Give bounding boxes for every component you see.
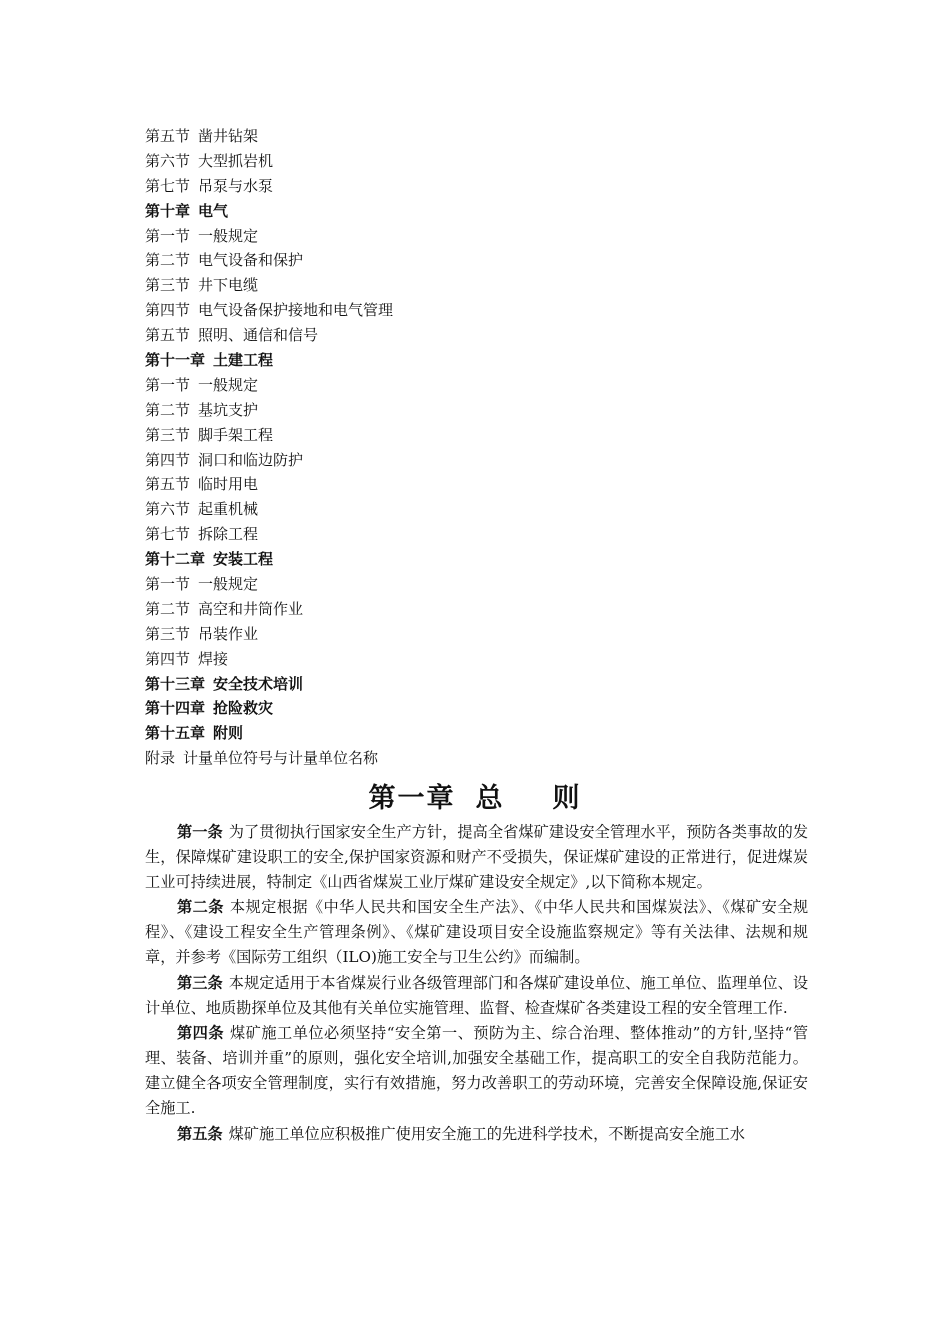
toc-number: 第十二章 [145,550,206,569]
chapter-title [145,776,805,815]
article-paragraph [145,820,808,894]
toc-number: 第四节 [145,301,191,320]
toc-title: 一般规定 [198,575,259,594]
toc-title: 抢险救灾 [213,699,274,718]
article-label: 第四条 [177,1024,225,1043]
toc-number: 第七节 [145,176,191,195]
toc-title: 土建工程 [213,351,274,370]
article-paragraph [145,895,808,969]
article-text: 本规定根据《中华人民共和国安全生产法》、《中华人民共和国煤炭法》、《煤矿安全规程》、《建设工程安全生产管理条例》、《煤矿建设项目安全设施监察规定》等有关法律、法规和规章，并参考《国际劳工组织（ILO)施工安全与卫生公约》而编制。 [145,898,809,966]
article-label: 第二条 [177,898,224,917]
toc-chapter-line [145,672,805,697]
toc-title: 高空和井筒作业 [198,599,304,618]
toc-title: 一般规定 [198,375,259,394]
toc-title: 井下电缆 [198,276,259,295]
toc-section-line [145,273,805,298]
toc-title: 大型抓岩机 [198,151,274,170]
toc-number: 第二节 [145,251,191,270]
toc-title: 洞口和临边防护 [198,450,304,469]
toc-section-line [145,647,805,672]
toc-title: 电气设备和保护 [198,251,304,270]
article-label: 第三条 [177,973,223,992]
toc-title: 拆除工程 [198,525,259,544]
toc-number: 第三节 [145,425,191,444]
toc-title: 起重机械 [198,500,259,519]
article-paragraph [145,971,808,1021]
toc-number: 第二节 [145,400,191,419]
toc-section-line [145,497,805,522]
toc-title: 安装工程 [213,550,274,569]
toc-chapter-line [145,547,805,572]
toc-chapter-line [145,348,805,373]
toc-title: 脚手架工程 [198,425,274,444]
article-text: 煤矿施工单位必须坚持“安全第一、预防为主、综合治理、整体推动”的方针,坚持“管理、装备、培训并重”的原则，强化安全培训,加强安全基础工作，提高职工的安全自我防范能力。建立健全各项安全管理制度，实行有效措施，努力改善职工的劳动环境，完善安全保障设施,保证安全施工. [145,1024,809,1117]
toc-section-line [145,323,805,348]
article-paragraph [145,1122,808,1147]
toc-title: 一般规定 [198,226,259,245]
toc-section-line [145,248,805,273]
toc-number: 第一节 [145,375,191,394]
chapter-title-word-2: 则 [552,783,582,814]
toc-title: 计量单位符号与计量单位名称 [183,749,379,768]
toc-title: 照明、通信和信号 [198,326,319,345]
toc-number: 第四节 [145,450,191,469]
toc-number: 第十三章 [145,674,206,693]
table-of-contents [145,124,805,771]
toc-section-line [145,622,805,647]
toc-section-line [145,423,805,448]
toc-section-line [145,149,805,174]
article-label: 第五条 [177,1124,223,1143]
toc-section-line [145,373,805,398]
toc-title: 电气 [198,201,229,220]
toc-number: 第三节 [145,624,191,643]
toc-title: 临时用电 [198,475,259,494]
toc-section-line [145,522,805,547]
articles-body [145,820,808,1147]
toc-title: 凿井钻架 [198,127,259,145]
toc-section-line [145,174,805,199]
toc-number: 第十五章 [145,724,206,743]
article-paragraph [145,1021,808,1120]
toc-chapter-line [145,696,805,721]
toc-title: 焊接 [198,649,229,668]
toc-section-line [145,298,805,323]
toc-number: 第三节 [145,276,191,295]
toc-number: 第五节 [145,475,191,494]
toc-number: 附录 [145,749,176,768]
toc-number: 第十章 [145,201,191,220]
toc-section-line [145,398,805,423]
toc-number: 第一节 [145,226,191,245]
toc-chapter-line [145,721,805,746]
chapter-title-number: 第一章 [368,783,456,814]
toc-number: 第六节 [145,500,191,519]
article-text: 本规定适用于本省煤炭行业各级管理部门和各煤矿建设单位、施工单位、监理单位、设计单位、地质勘探单位及其他有关单位实施管理、监督、检查煤矿各类建设工程的安全管理工作. [145,973,809,1017]
toc-title: 附则 [213,724,244,743]
toc-title: 吊装作业 [198,624,259,643]
article-text: 为了贯彻执行国家安全生产方针，提高全省煤矿建设安全管理水平，预防各类事故的发生，保障煤矿建设职工的安全,保护国家资源和财产不受损失，保证煤矿建设的正常进行，促进煤炭工业可持续进展，特制定《山西省煤炭工业厅煤矿建设安全规定》,以下简称本规定。 [145,823,809,891]
toc-section-line [145,224,805,249]
toc-section-line [145,572,805,597]
toc-number: 第五节 [145,127,191,145]
toc-number: 第十一章 [145,351,206,370]
toc-section-line [145,472,805,497]
toc-title: 吊泵与水泵 [198,176,274,195]
toc-number: 第四节 [145,649,191,668]
toc-title: 基坑支护 [198,400,259,419]
toc-section-line [145,746,805,771]
toc-section-line [145,448,805,473]
article-label: 第一条 [177,823,223,841]
toc-number: 第六节 [145,151,191,170]
toc-number: 第一节 [145,575,191,594]
toc-number: 第十四章 [145,699,206,718]
toc-section-line [145,124,805,149]
chapter-title-word-1: 总 [475,783,505,814]
toc-number: 第二节 [145,599,191,618]
toc-title: 安全技术培训 [213,674,304,693]
toc-title: 电气设备保护接地和电气管理 [198,301,394,320]
toc-number: 第五节 [145,326,191,345]
toc-number: 第七节 [145,525,191,544]
article-text: 煤矿施工单位应积极推广使用安全施工的先进科学技术，不断提高安全施工水 [228,1124,745,1143]
toc-section-line [145,597,805,622]
toc-chapter-line [145,199,805,224]
